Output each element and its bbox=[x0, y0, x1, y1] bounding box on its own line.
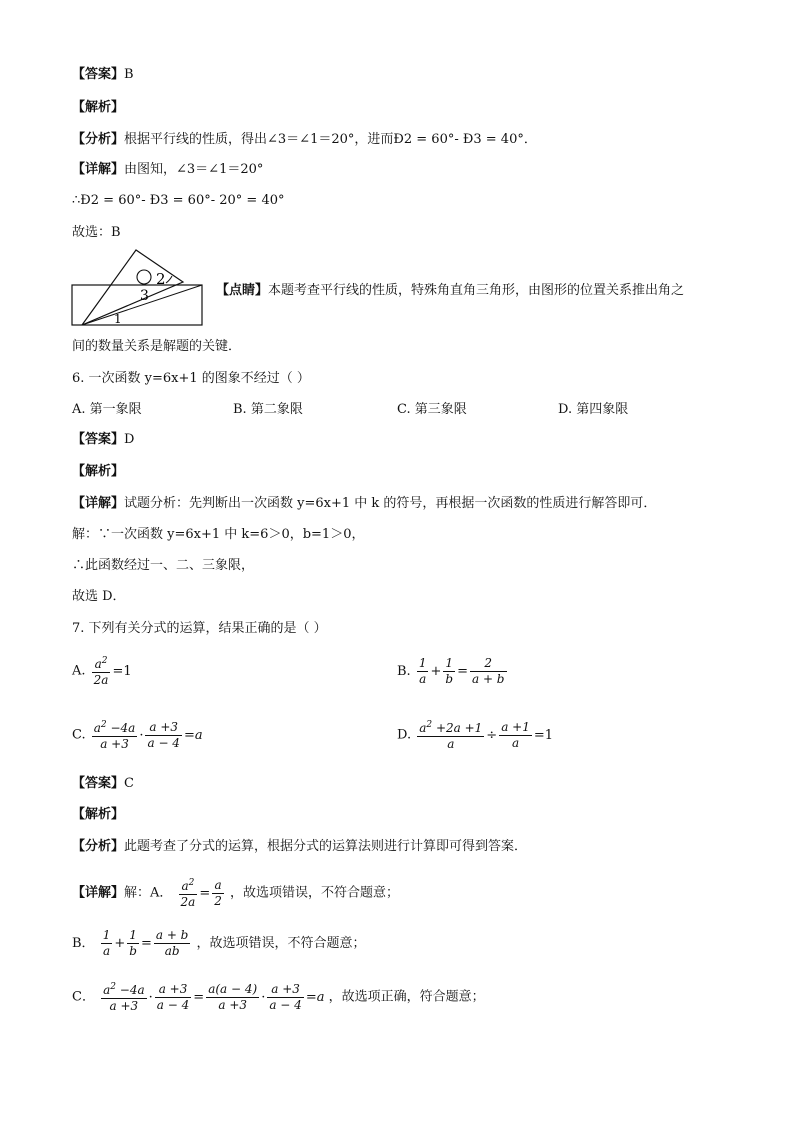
q7-option-b-label: B. bbox=[397, 664, 411, 679]
q6-answer-line bbox=[72, 431, 134, 449]
comment-text: 本题考查平行线的性质，特殊角直角三角形，由图形的位置关系推出角之 bbox=[268, 283, 685, 298]
q7-fenxi-line bbox=[72, 838, 527, 856]
answer-line bbox=[72, 66, 134, 84]
q6-analysis-heading bbox=[72, 463, 124, 481]
q7-detail-b bbox=[72, 928, 366, 959]
q7-option-a-label: A. bbox=[72, 663, 86, 679]
q6-detail-text: 试题分析：先判断出一次函数 y=6x+1 中 k 的符号，再根据一次函数的性质进行解答即可． bbox=[124, 496, 657, 511]
q7-option-b bbox=[397, 656, 509, 687]
q6-solve-line: 解：∵一次函数 y=6x+1 中 k=6＞0，b=1＞0， bbox=[72, 527, 365, 542]
answer-tag: 【答案】 bbox=[72, 67, 125, 82]
q7-option-a-expr: $\frac{a^2}{2a}$ =1 bbox=[93, 656, 132, 687]
detail-line bbox=[72, 161, 263, 179]
q7-detail-c-expr: $\frac{a^2 -4a}{a +3}$ · $\frac{a +3}{a - 4}$ = $\frac{a(a - 4)}{a +3}$ · $\frac{a +3}{a - 4}$ =a bbox=[103, 981, 329, 1013]
fenxi-text: 根据平行线的性质，得出∠3＝∠1＝20°，进而Ð2 = 60°- Ð3 = 40°． bbox=[124, 132, 537, 147]
comment-tag: 【点睛】 bbox=[216, 283, 269, 298]
right-triangle bbox=[82, 250, 183, 325]
q7-option-c-label: C. bbox=[72, 727, 86, 743]
q7-option-d bbox=[397, 718, 553, 752]
q6-stem: 6. 一次函数 y=6x+1 的图象不经过（ ） bbox=[72, 371, 310, 386]
label-3: 3 bbox=[140, 288, 149, 304]
q6-answer-value: D bbox=[124, 432, 135, 447]
q7-analysis-heading bbox=[72, 806, 124, 824]
comment-line bbox=[216, 282, 684, 300]
q7-answer-tag: 【答案】 bbox=[72, 776, 125, 791]
q7-option-c-expr: $\frac{a^2 -4a}{a +3}$ · $\frac{a +3}{a - 4}$ =a bbox=[93, 719, 203, 751]
q7-detail-a-prefix: 解：A． bbox=[124, 885, 173, 901]
comment-line-2: 间的数量关系是解题的关键． bbox=[72, 339, 242, 354]
q7-analysis-tag: 【解析】 bbox=[72, 807, 125, 822]
q7-option-b-expr: $\frac{1}{a}$ + $\frac{1}{b}$ = $\frac{2}{a + b}$ bbox=[418, 656, 505, 686]
q7-option-c bbox=[72, 718, 203, 752]
label-2: 2 bbox=[156, 270, 166, 288]
detail-text: 由图知，∠3＝∠1＝20° bbox=[124, 162, 264, 177]
q7-detail-a-expr: $\frac{a^2}{2a}$ = $\frac{a}{2}$ bbox=[180, 877, 222, 909]
q7-option-a bbox=[72, 654, 132, 688]
q7-detail-c-prefix: C． bbox=[72, 989, 95, 1005]
q7-detail-a-suffix: ，故选项错误，不符合题意； bbox=[230, 885, 400, 901]
q6-therefore-line: ∴此函数经过一、二、三象限， bbox=[72, 558, 255, 573]
analysis-heading bbox=[72, 99, 124, 117]
answer-value: B bbox=[124, 67, 134, 82]
fenxi-tag: 【分析】 bbox=[72, 132, 125, 147]
angle-arc bbox=[166, 276, 172, 283]
q7-option-d-label: D. bbox=[397, 727, 412, 743]
q7-fenxi-text: 此题考查了分式的运算，根据分式的运算法则进行计算即可得到答案． bbox=[124, 839, 528, 854]
detail-tag: 【详解】 bbox=[72, 162, 125, 177]
q7-detail-b-expr: $\frac{1}{a}$ + $\frac{1}{b}$ = $\frac{a + b}{ab}$ bbox=[102, 928, 189, 958]
q7-option-d-expr: $\frac{a^2 +2a +1}{a}$ ÷ $\frac{a +1}{a}$ =1 bbox=[419, 719, 554, 751]
q7-detail-c bbox=[72, 980, 485, 1014]
analysis-tag: 【解析】 bbox=[72, 100, 125, 115]
q6-detail-tag: 【详解】 bbox=[72, 496, 125, 511]
q6-detail-line bbox=[72, 495, 656, 513]
fenxi-line bbox=[72, 131, 537, 149]
q7-detail-b-suffix: ，故选项错误，不符合题意； bbox=[196, 936, 366, 951]
angle-circle bbox=[137, 270, 151, 284]
q7-answer-value: C bbox=[124, 776, 134, 791]
q7-detail-tag: 【详解】 bbox=[72, 885, 125, 901]
q6-option-d: D. 第四象限 bbox=[558, 402, 629, 417]
triangle-figure bbox=[70, 248, 205, 328]
q7-stem: 7. 下列有关分式的运算，结果正确的是（ ） bbox=[72, 621, 327, 636]
q6-choose-line: 故选 D． bbox=[72, 589, 126, 604]
q7-answer-line bbox=[72, 775, 134, 793]
q6-option-c: C. 第三象限 bbox=[397, 402, 467, 417]
q6-analysis-tag: 【解析】 bbox=[72, 464, 125, 479]
label-1: 1 bbox=[114, 312, 122, 326]
q6-option-b: B. 第二象限 bbox=[233, 402, 303, 417]
q6-option-a: A. 第一象限 bbox=[72, 402, 142, 417]
q6-answer-tag: 【答案】 bbox=[72, 432, 125, 447]
choose-line: 故选：B bbox=[72, 225, 121, 240]
q7-detail-c-suffix: ，故选项正确，符合题意； bbox=[328, 989, 485, 1005]
therefore-line: ∴Ð2 = 60°- Ð3 = 60°- 20° = 40° bbox=[72, 193, 285, 208]
q7-detail-a bbox=[72, 876, 399, 910]
q7-fenxi-tag: 【分析】 bbox=[72, 839, 125, 854]
q7-detail-b-prefix: B． bbox=[72, 936, 95, 951]
